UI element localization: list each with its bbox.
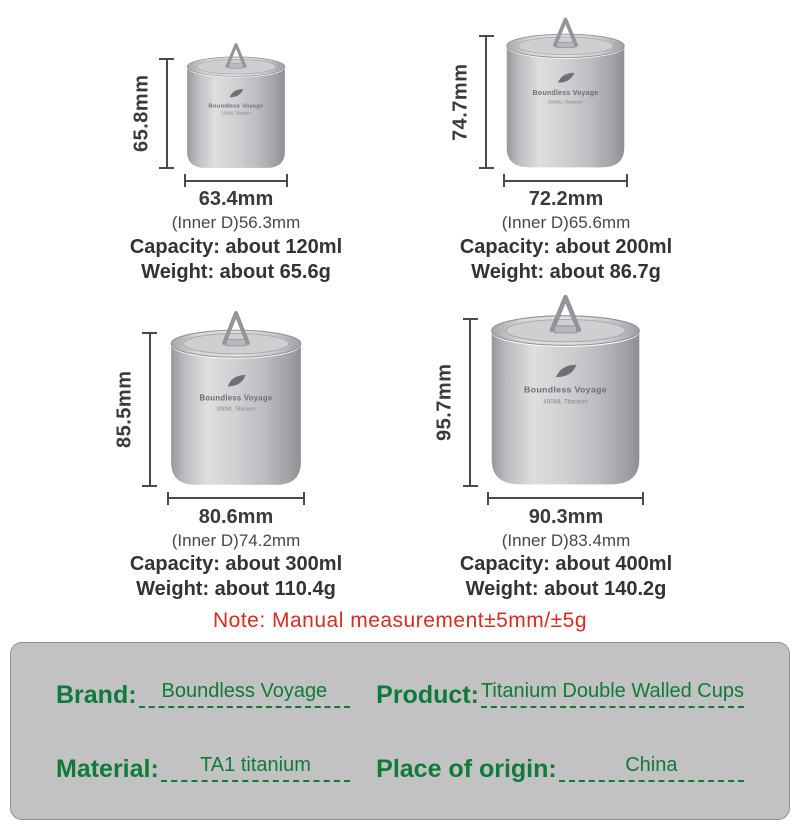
- measurement-note: Note: Manual measurement±5mm/±5g: [212, 609, 588, 633]
- product-info-panel: [10, 642, 790, 820]
- cup-body: [171, 345, 301, 485]
- place-of-origin-value-line: [559, 755, 744, 782]
- place-of-origin-label: Place of origin:: [376, 754, 557, 783]
- capacity-label: Capacity: about 120ml: [129, 235, 343, 258]
- cup-figure: [433, 284, 644, 489]
- cup-body: [492, 332, 640, 484]
- dim-line: [186, 180, 286, 182]
- field-brand: [56, 681, 350, 708]
- height-dimension-line: [478, 35, 494, 169]
- dim-tick: [303, 492, 305, 505]
- weight-label: Weight: about 65.6g: [141, 260, 331, 283]
- dim-tick: [286, 174, 288, 187]
- cup-figure: [130, 6, 288, 171]
- cup-photo-wrap: [433, 284, 644, 489]
- outer-diameter-label: 80.6mm: [198, 505, 274, 528]
- place-of-origin-value: China: [625, 753, 678, 776]
- product-label: Product:: [376, 680, 479, 709]
- titanium-cup-image: [184, 36, 288, 171]
- dim-line: [489, 497, 642, 499]
- field-material: [56, 755, 350, 782]
- cup-photo-wrap: [130, 36, 288, 171]
- brand-value: Boundless Voyage: [161, 679, 328, 702]
- weight-label: Weight: about 110.4g: [136, 578, 336, 601]
- width-dimension-line: [487, 492, 644, 505]
- cup-print-spec: 400ML Titanium: [543, 398, 589, 406]
- inner-diameter-label: (Inner D)65.6mm: [501, 213, 631, 232]
- weight-label: Weight: about 86.7g: [471, 260, 661, 283]
- height-dimension-line: [142, 332, 158, 487]
- width-dimension-line: [167, 492, 305, 505]
- cup-body: [507, 47, 625, 167]
- cup-print-brand: Boundless Voyage: [524, 384, 608, 395]
- cup-photo-wrap: [449, 9, 628, 171]
- inner-diameter-label: (Inner D)74.2mm: [171, 530, 301, 550]
- material-value: TA1 titanium: [200, 753, 311, 776]
- height-dimension-line: [462, 318, 478, 487]
- handle-mount: [226, 339, 245, 345]
- weight-label: Weight: about 140.2g: [465, 578, 667, 601]
- dim-line: [149, 334, 151, 485]
- capacity-label: Capacity: about 300ml: [129, 553, 343, 576]
- titanium-cup-image: [167, 301, 305, 489]
- field-product: [376, 681, 744, 708]
- dim-tick: [463, 485, 478, 487]
- product-value: Titanium Double Walled Cups: [480, 679, 744, 702]
- dim-tick: [642, 492, 644, 505]
- cup-figure: [449, 6, 628, 171]
- titanium-cup-image: [503, 9, 628, 171]
- capacity-label: Capacity: about 400ml: [459, 553, 673, 576]
- cup-print-spec: 300ML Titanium: [216, 406, 256, 413]
- cup-figure: [113, 284, 305, 489]
- cup-print-brand: Boundless Voyage: [532, 89, 599, 97]
- height-dimension-line: [159, 58, 175, 169]
- titanium-cup-image: [487, 284, 644, 489]
- dim-line: [166, 60, 168, 167]
- outer-height-label: 74.7mm: [449, 63, 472, 141]
- outer-height-label: 85.5mm: [113, 370, 136, 448]
- dim-line: [485, 37, 487, 167]
- cup-spec-card-300ml: [113, 284, 343, 602]
- dim-line: [469, 320, 471, 485]
- dim-line: [505, 180, 626, 182]
- inner-diameter-label: (Inner D)83.4mm: [501, 530, 631, 550]
- cup-photo-wrap: [113, 301, 305, 489]
- brand-label: Brand:: [56, 680, 137, 709]
- dim-line: [169, 497, 303, 499]
- material-value-line: [161, 755, 350, 782]
- cup-print-spec: 200ML Titanium: [548, 100, 584, 106]
- width-dimension-line: [503, 174, 628, 187]
- cup-spec-card-200ml: [449, 6, 673, 284]
- dim-tick: [626, 174, 628, 187]
- outer-diameter-label: 72.2mm: [528, 188, 604, 210]
- material-label: Material:: [56, 754, 159, 783]
- handle-mount: [557, 42, 575, 48]
- handle-mount: [229, 64, 244, 69]
- outer-height-label: 95.7mm: [433, 363, 456, 441]
- field-place-of-origin: [376, 755, 744, 782]
- cup-print-brand: Boundless Voyage: [199, 393, 273, 403]
- inner-diameter-label: (Inner D)56.3mm: [171, 213, 301, 232]
- product-value-line: [481, 681, 744, 708]
- cup-spec-card-120ml: [130, 6, 342, 284]
- cup-spec-card-400ml: [433, 284, 673, 602]
- outer-diameter-label: 63.4mm: [198, 188, 274, 210]
- handle-mount: [555, 325, 577, 332]
- cup-print-spec: 120ML Titanium: [221, 110, 251, 116]
- dim-tick: [159, 167, 174, 169]
- dim-tick: [479, 167, 494, 169]
- brand-value-line: [139, 681, 351, 708]
- cup-print-brand: Boundless Voyage: [208, 103, 264, 110]
- width-dimension-line: [184, 174, 288, 187]
- dim-tick: [142, 485, 157, 487]
- outer-diameter-label: 90.3mm: [528, 505, 604, 528]
- cup-body: [187, 68, 285, 168]
- outer-height-label: 65.8mm: [130, 74, 153, 153]
- capacity-label: Capacity: about 200ml: [459, 235, 673, 258]
